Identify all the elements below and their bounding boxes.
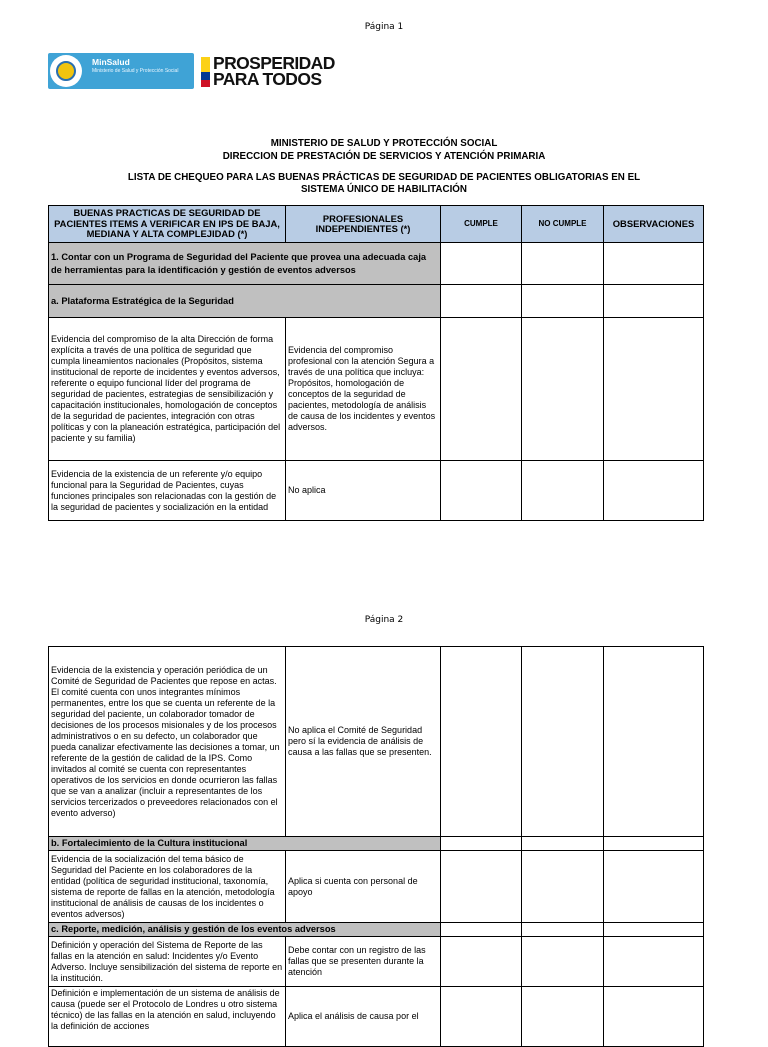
no-cumple-cell[interactable] [522,243,604,285]
no-cumple-cell[interactable] [522,851,604,923]
observaciones-cell[interactable] [604,851,704,923]
professional-item-text: No aplica el Comité de Seguridad pero sí la evidencia de análisis de causa a las fallas que se presenten. [286,647,441,837]
page-number-1: Página 1 [364,22,404,32]
header-practices: BUENAS PRACTICAS DE SEGURIDAD DE PACIENTES ITEMS A VERIFICAR EN IPS DE BAJA, MEDIANA Y ALTA COMPLEJIDAD (*) [49,206,286,243]
section-row-1 [49,243,704,285]
no-cumple-cell[interactable] [522,837,604,851]
table-header-row [49,206,704,243]
cumple-cell[interactable] [441,318,522,461]
cumple-cell[interactable] [441,923,522,937]
colombia-seal-icon [50,55,82,87]
cumple-cell[interactable] [441,987,522,1047]
checklist-table-page2 [48,646,704,1047]
cumple-cell[interactable] [441,837,522,851]
professional-item-text: Aplica si cuenta con personal de apoyo [286,851,441,923]
table-row [49,461,704,521]
no-cumple-cell[interactable] [522,987,604,1047]
no-cumple-cell[interactable] [522,318,604,461]
ips-item-text: Evidencia de la existencia y operación periódica de un Comité de Seguridad de Pacientes que repose en actas. El comité cuenta con unos integrantes mínimos permanentes, entre los que se cuenta un referente de la seguridad del paciente, un colaborador tomador de decisiones de los procesos misionales y de los procesos administrativos o en su defecto, un colaborador que pueda canalizar efectivamente las decisiones a tomar, un referente de la gestión de calidad de la IPS. Como invitados al comité se cuenta con representantes operativos de los servicios en donde ocurrieron las fallas que se van a analizar (incluir a representantes de los servicios tercerizados o preveedores relacionados con el evento adverso) [49,647,286,837]
cumple-cell[interactable] [441,461,522,521]
no-cumple-cell[interactable] [522,923,604,937]
professional-item-text: No aplica [286,461,441,521]
minsalud-logo-name: MinSalud [92,57,130,67]
table-row [49,937,704,987]
observaciones-cell[interactable] [604,837,704,851]
ips-item-text: Evidencia del compromiso de la alta Dirección de forma explícita a través de una política de seguridad que cumpla lineamientos nacionales (Propósitos, sistema institucional de reporte de incidentes y eventos adversos, referente o equipo funcional líder del programa de seguridad de pacientes, estrategias de sensibilización y capacitación institucionales, homologación de conceptos de la seguridad de pacientes, integración con otras políticas y con la planeación estratégica, participación del paciente y su familia) [49,318,286,461]
section-b-title: b. Fortalecimiento de la Cultura institucional [49,837,441,851]
observaciones-cell[interactable] [604,285,704,318]
observaciones-cell[interactable] [604,647,704,837]
cumple-cell[interactable] [441,937,522,987]
no-cumple-cell[interactable] [522,285,604,318]
ips-item-text: Definición e implementación de un sistema de análisis de causa (puede ser el Protocolo de Londres u otro sistema técnico) de las fallas en la atención en salud, incluyendo la definición de acciones [49,987,286,1047]
checklist-title-line2: SISTEMA ÚNICO DE HABILITACIÓN [300,184,467,195]
direction-heading: DIRECCION DE PRESTACIÓN DE SERVICIOS Y ATENCIÓN PRIMARIA [222,151,546,162]
observaciones-cell[interactable] [604,937,704,987]
cumple-cell[interactable] [441,243,522,285]
professional-item-text: Aplica el análisis de causa por el [286,987,441,1047]
minsalud-logo-subtitle: Ministerio de Salud y Protección Social [92,68,179,74]
table-row [49,851,704,923]
no-cumple-cell[interactable] [522,461,604,521]
observaciones-cell[interactable] [604,923,704,937]
ministry-heading: MINISTERIO DE SALUD Y PROTECCIÓN SOCIAL [270,138,498,149]
checklist-title-line1: LISTA DE CHEQUEO PARA LAS BUENAS PRÁCTICAS DE SEGURIDAD DE PACIENTES OBLIGATORIAS EN EL [127,172,641,183]
section-row-a [49,285,704,318]
no-cumple-cell[interactable] [522,647,604,837]
prosperidad-line2: PARA TODOS [213,69,322,89]
cumple-cell[interactable] [441,285,522,318]
section-c-title: c. Reporte, medición, análisis y gestión de los eventos adversos [49,923,441,937]
checklist-table-page1 [48,205,704,521]
section-a-title: a. Plataforma Estratégica de la Seguridad [49,285,441,318]
minsalud-logo [48,53,194,89]
table-row [49,987,704,1047]
no-cumple-cell[interactable] [522,937,604,987]
table-row [49,318,704,461]
header-no-cumple: NO CUMPLE [522,206,604,243]
section-row-c [49,923,704,937]
cumple-cell[interactable] [441,647,522,837]
ips-item-text: Evidencia de la existencia de un referente y/o equipo funcional para la Seguridad de Pacientes, cuyas funciones principales son relacionadas con la gestión de la seguridad de pacientes y socialización en la entidad [49,461,286,521]
cumple-cell[interactable] [441,851,522,923]
section-row-b [49,837,704,851]
professional-item-text: Debe contar con un registro de las fallas que se presenten durante la atención [286,937,441,987]
header-cumple: CUMPLE [441,206,522,243]
prosperidad-line1: PROSPERIDAD [213,53,335,73]
professional-item-text: Evidencia del compromiso profesional con la atención Segura a través de una política que incluya: Propósitos, homologación de conceptos de la seguridad de pacientes, metodología de análisis de causa de los incidentes y eventos adversos. [286,318,441,461]
observaciones-cell[interactable] [604,987,704,1047]
observaciones-cell[interactable] [604,461,704,521]
ips-item-text: Evidencia de la socialización del tema básico de Seguridad del Paciente en los colaboradores de la entidad (política de seguridad institucional, taxonomía, sistema de reporte de fallas en la atención, metodología institucional de análisis de causas de los incidentes o eventos adversos) [49,851,286,923]
page-number-2: Página 2 [364,615,404,625]
observaciones-cell[interactable] [604,318,704,461]
colombia-flag-icon [201,57,210,87]
ips-item-text: Definición y operación del Sistema de Reporte de las fallas en la atención en salud: Incidentes y/o Evento Adverso. Incluye sensibilización del sistema de reporte en la institución. [49,937,286,987]
header-observaciones: OBSERVACIONES [604,206,704,243]
header-independent-professionals: PROFESIONALES INDEPENDIENTES (*) [286,206,441,243]
prosperidad-logo [213,55,335,87]
table-row [49,647,704,837]
section-1-title: 1. Contar con un Programa de Seguridad del Paciente que provea una adecuada caja de herramientas para la identificación y gestión de eventos adversos [49,243,441,285]
observaciones-cell[interactable] [604,243,704,285]
